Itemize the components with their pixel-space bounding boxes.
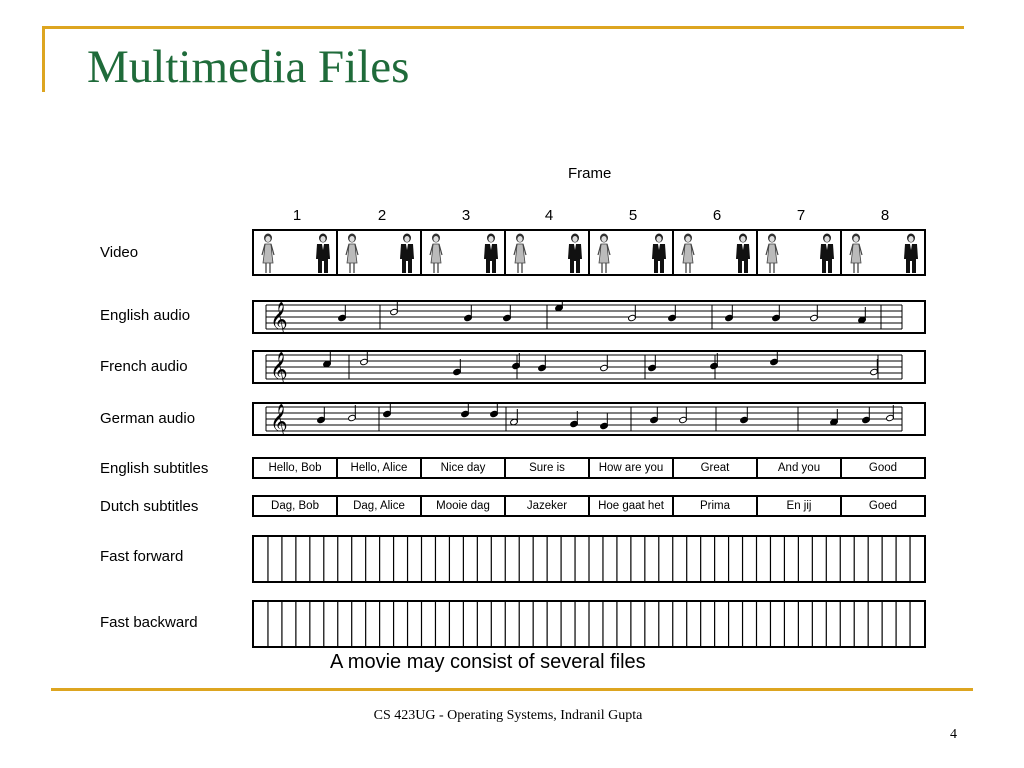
music-note-icon bbox=[503, 305, 512, 322]
subtitle-cell: Sure is bbox=[506, 459, 590, 477]
subtitle-cell: Mooie dag bbox=[422, 497, 506, 515]
music-note-icon bbox=[740, 407, 749, 424]
footer-text: CS 423UG - Operating Systems, Indranil Gupta bbox=[373, 708, 643, 723]
man-figure-icon bbox=[818, 233, 836, 275]
music-note-icon bbox=[600, 355, 609, 372]
music-note-icon bbox=[510, 409, 519, 426]
treble-clef-icon: 𝄞 bbox=[270, 352, 288, 382]
music-note-icon bbox=[338, 305, 347, 322]
music-note-icon bbox=[858, 307, 867, 324]
subtitle-cell: Dag, Bob bbox=[254, 497, 338, 515]
frame-number: 6 bbox=[712, 207, 722, 224]
english-audio-staff bbox=[254, 302, 924, 332]
frame-number: 8 bbox=[880, 207, 890, 224]
music-note-icon bbox=[862, 407, 871, 424]
subtitle-cell: Good bbox=[868, 462, 898, 474]
video-frame bbox=[842, 231, 924, 274]
man-figure-icon bbox=[482, 233, 500, 275]
subtitle-cell: Dag, Alice bbox=[338, 497, 422, 515]
music-note-icon bbox=[628, 305, 637, 322]
man-figure-icon bbox=[398, 233, 416, 275]
subtitle-cell: Prima bbox=[674, 497, 758, 515]
frame-number: 2 bbox=[377, 207, 387, 224]
music-note-icon bbox=[383, 404, 392, 418]
dutch-subtitles-track bbox=[252, 495, 926, 517]
music-note-icon bbox=[668, 305, 677, 322]
title-accent-bar bbox=[42, 26, 45, 92]
subtitle-cell: Goed bbox=[868, 500, 898, 512]
video-frame bbox=[254, 231, 338, 274]
video-frame bbox=[506, 231, 590, 274]
english-audio-track bbox=[252, 300, 926, 334]
music-note-icon bbox=[390, 302, 399, 316]
frame-number: 7 bbox=[796, 207, 806, 224]
row-label-video: Video bbox=[100, 244, 139, 261]
fast-forward-frames bbox=[254, 537, 924, 581]
video-frame bbox=[674, 231, 758, 274]
fast-backward-frames bbox=[254, 602, 924, 646]
man-figure-icon bbox=[902, 233, 920, 275]
subtitle-cell: Hello, Alice bbox=[338, 459, 422, 477]
video-frame bbox=[338, 231, 422, 274]
page-number: 4 bbox=[950, 727, 957, 742]
music-note-icon bbox=[650, 407, 659, 424]
music-note-icon bbox=[490, 404, 499, 418]
header-rule bbox=[42, 26, 964, 29]
music-note-icon bbox=[464, 305, 473, 322]
frame-number: 5 bbox=[628, 207, 638, 224]
woman-figure-icon bbox=[596, 233, 612, 275]
subtitle-cell: Great bbox=[674, 459, 758, 477]
fast-forward-track bbox=[252, 535, 926, 583]
music-note-icon bbox=[679, 407, 688, 424]
woman-figure-icon bbox=[512, 233, 528, 275]
english-subtitles-track bbox=[252, 457, 926, 479]
subtitle-cell: En jij bbox=[758, 497, 842, 515]
man-figure-icon bbox=[650, 233, 668, 275]
frame-number: 4 bbox=[544, 207, 554, 224]
music-note-icon bbox=[538, 355, 547, 372]
subtitle-cell: How are you bbox=[590, 459, 674, 477]
woman-figure-icon bbox=[848, 233, 864, 275]
row-label-fast-backward: Fast backward bbox=[100, 614, 198, 631]
video-frame bbox=[758, 231, 842, 274]
music-note-icon bbox=[600, 413, 609, 430]
treble-clef-icon: 𝄞 bbox=[270, 302, 288, 332]
woman-figure-icon bbox=[680, 233, 696, 275]
man-figure-icon bbox=[566, 233, 584, 275]
row-label-english-audio: English audio bbox=[100, 307, 191, 324]
french-audio-track bbox=[252, 350, 926, 384]
slide-title: Multimedia Files bbox=[87, 41, 410, 93]
woman-figure-icon bbox=[344, 233, 360, 275]
row-label-fast-forward: Fast forward bbox=[100, 548, 184, 565]
video-frame bbox=[422, 231, 506, 274]
music-note-icon bbox=[360, 352, 369, 366]
footer-rule bbox=[51, 688, 973, 691]
diagram-caption: A movie may consist of several files bbox=[330, 651, 646, 673]
frame-header: Frame bbox=[568, 165, 612, 182]
subtitle-cell: Hello, Bob bbox=[254, 459, 338, 477]
man-figure-icon bbox=[314, 233, 332, 275]
man-figure-icon bbox=[734, 233, 752, 275]
row-label-english-subtitles: English subtitles bbox=[100, 460, 209, 477]
music-note-icon bbox=[317, 407, 326, 424]
frame-number: 3 bbox=[461, 207, 471, 224]
subtitle-cell: Nice day bbox=[422, 459, 506, 477]
music-note-icon bbox=[725, 305, 734, 322]
german-audio-track bbox=[252, 402, 926, 436]
music-note-icon bbox=[323, 352, 332, 368]
music-note-icon bbox=[830, 409, 839, 426]
subtitle-cell: And you bbox=[758, 459, 842, 477]
row-label-german-audio: German audio bbox=[100, 410, 196, 427]
music-note-icon bbox=[810, 305, 819, 322]
music-note-icon bbox=[648, 355, 657, 372]
woman-figure-icon bbox=[764, 233, 780, 275]
fast-backward-track bbox=[252, 600, 926, 648]
french-audio-staff bbox=[254, 352, 924, 382]
german-audio-staff bbox=[254, 404, 924, 434]
frame-number: 1 bbox=[292, 207, 302, 224]
row-label-dutch-subtitles: Dutch subtitles bbox=[100, 498, 199, 515]
music-note-icon bbox=[772, 305, 781, 322]
music-note-icon bbox=[770, 352, 779, 366]
treble-clef-icon: 𝄞 bbox=[270, 404, 288, 434]
woman-figure-icon bbox=[260, 233, 276, 275]
video-track bbox=[252, 229, 926, 276]
video-frame bbox=[590, 231, 674, 274]
subtitle-cell: Jazeker bbox=[506, 497, 590, 515]
row-label-french-audio: French audio bbox=[100, 358, 188, 375]
woman-figure-icon bbox=[428, 233, 444, 275]
subtitle-cell: Hoe gaat het bbox=[590, 497, 674, 515]
music-note-icon bbox=[555, 302, 564, 312]
music-note-icon bbox=[461, 404, 470, 418]
